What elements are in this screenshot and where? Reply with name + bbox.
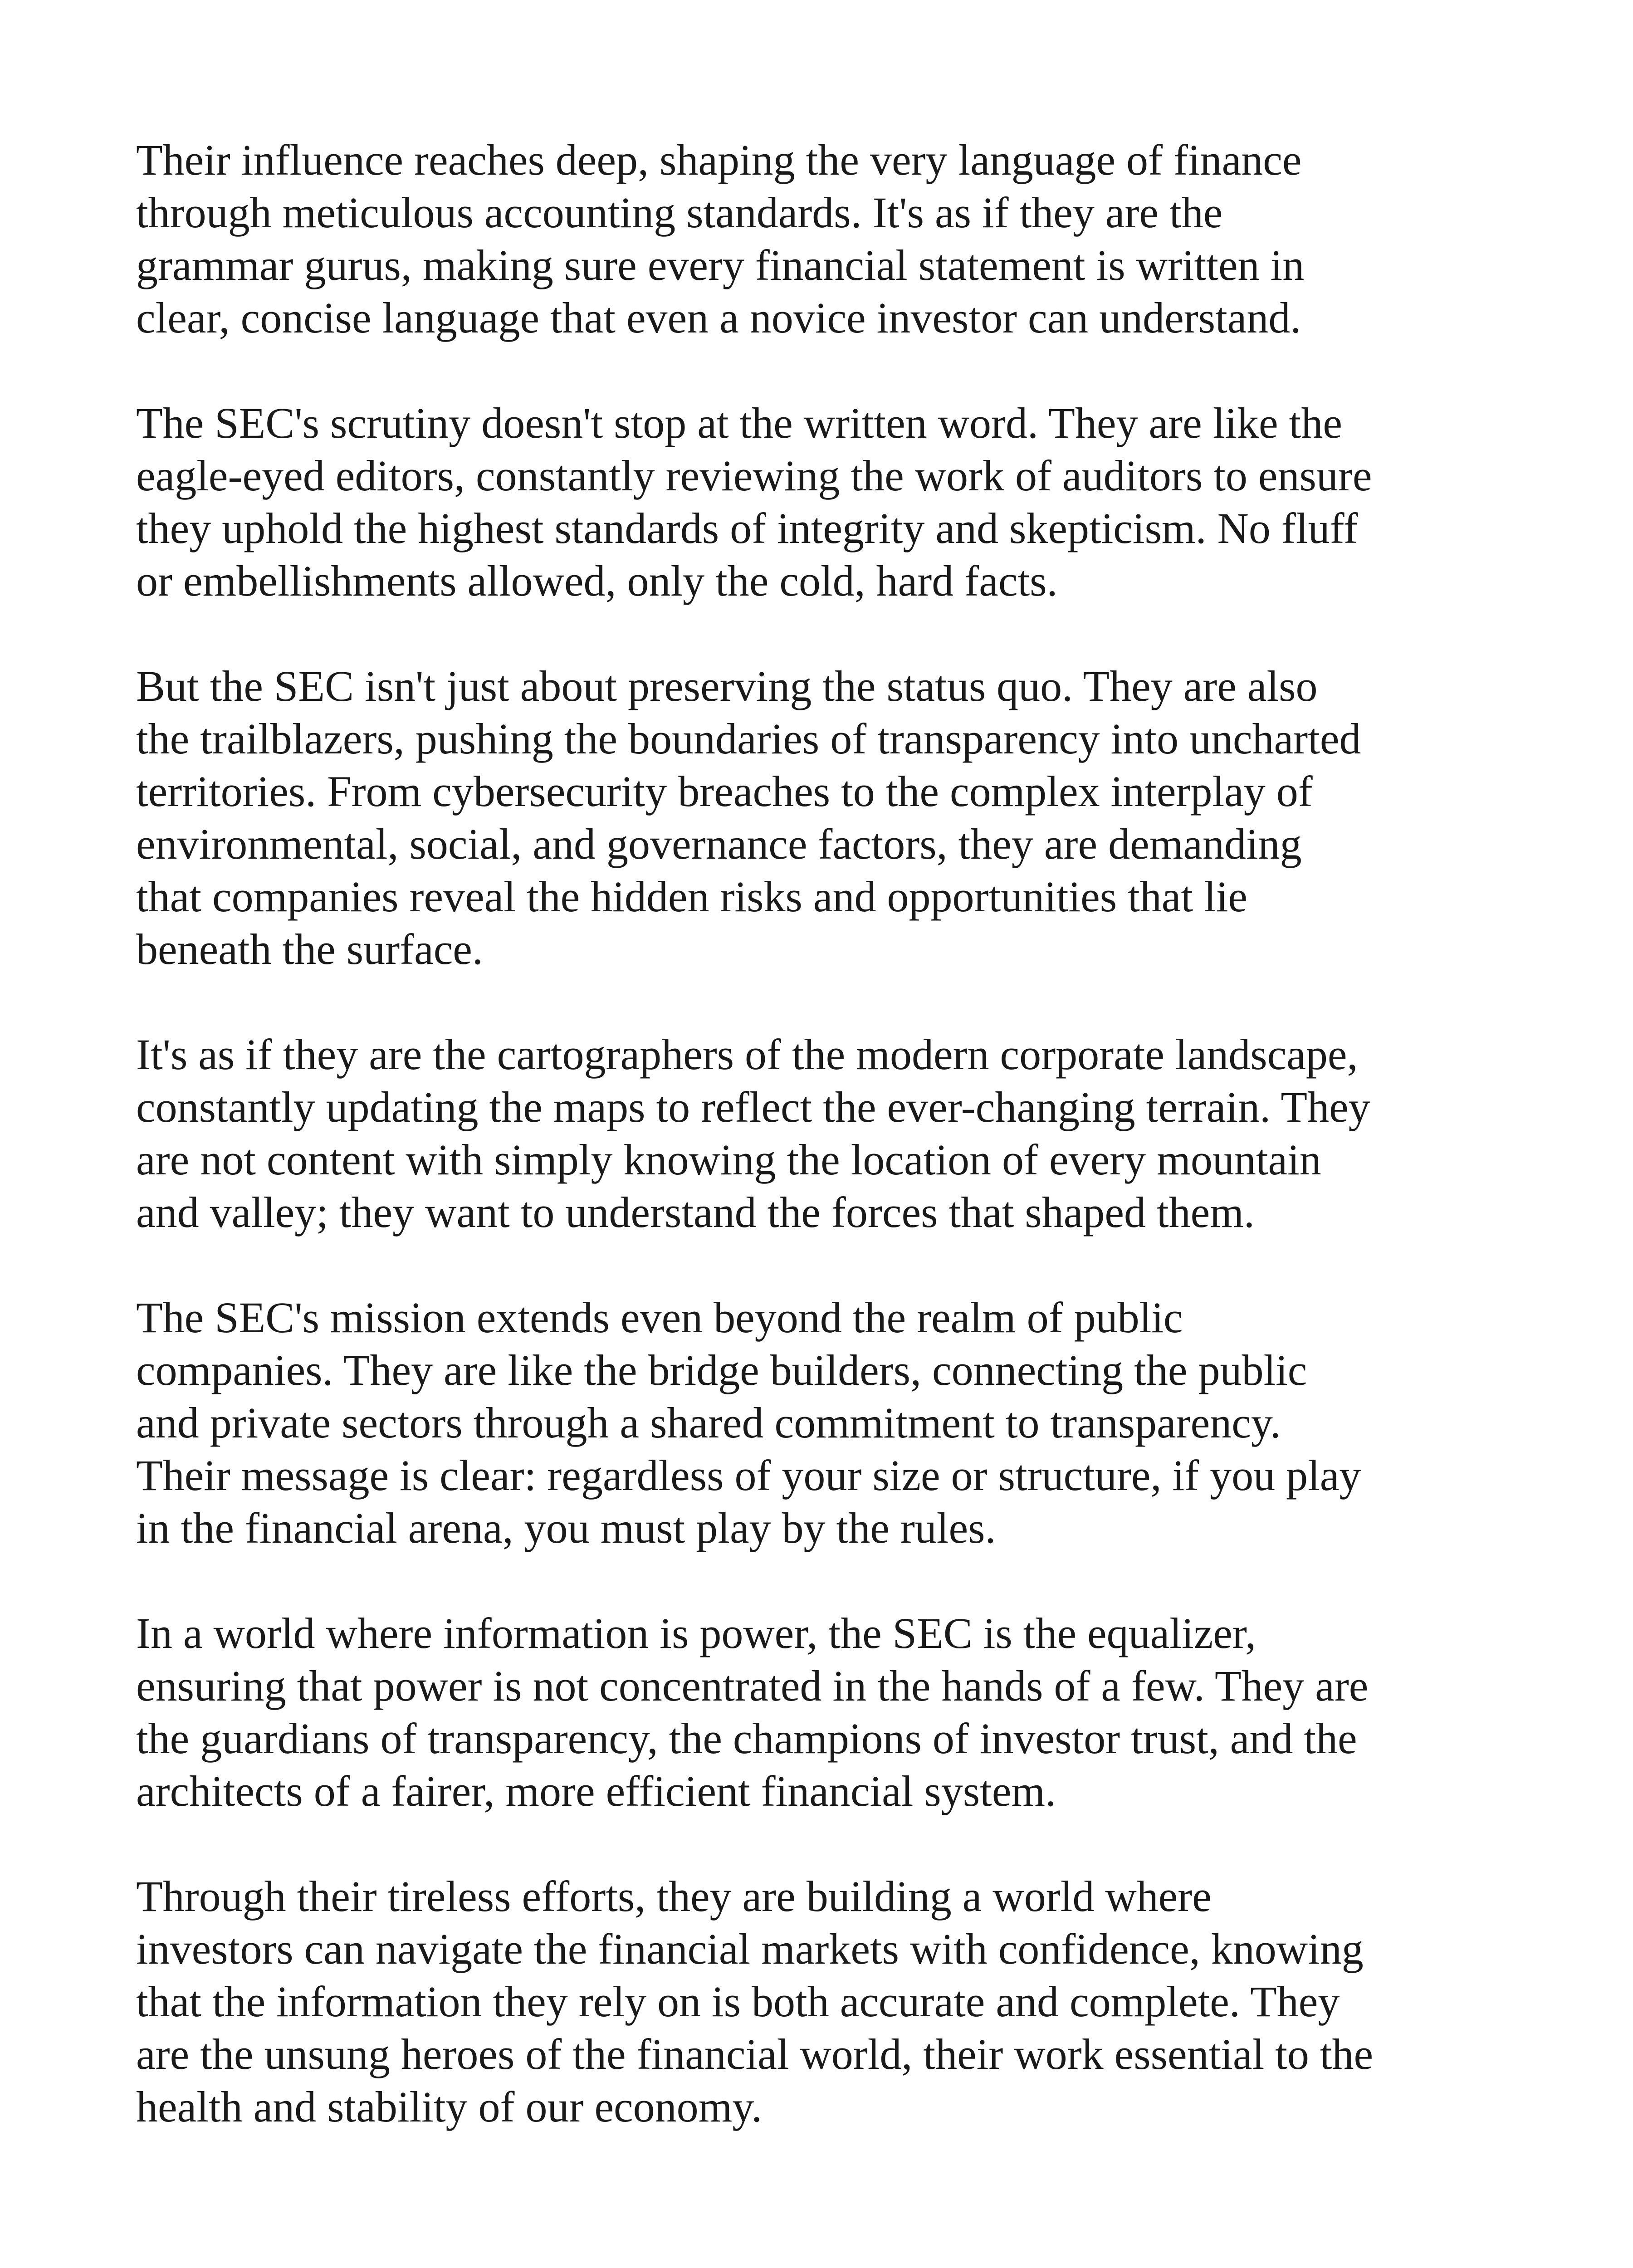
paragraph	[136, 1028, 1452, 1239]
text-line: health and stability of our economy.	[136, 2082, 763, 2131]
text-line: companies. They are like the bridge builders, connecting the public	[136, 1346, 1307, 1394]
text-line: that companies reveal the hidden risks and opportunities that lie	[136, 872, 1248, 921]
text-line: they uphold the highest standards of integrity and skepticism. No fluff	[136, 504, 1358, 552]
text-line: and private sectors through a shared commitment to transparency.	[136, 1398, 1281, 1447]
text-line: In a world where information is power, the SEC is the equalizer,	[136, 1609, 1256, 1657]
text-line: architects of a fairer, more efficient financial system.	[136, 1767, 1056, 1815]
text-line: Their message is clear: regardless of your size or structure, if you play	[136, 1451, 1361, 1500]
text-line: are the unsung heroes of the financial world, their work essential to the	[136, 2030, 1374, 2078]
text-line: eagle-eyed editors, constantly reviewing the work of auditors to ensure	[136, 451, 1372, 500]
text-line: are not content with simply knowing the location of every mountain	[136, 1135, 1321, 1184]
text-line: The SEC's mission extends even beyond the realm of public	[136, 1293, 1183, 1342]
text-line: environmental, social, and governance factors, they are demanding	[136, 820, 1302, 868]
text-line: in the financial arena, you must play by the rules.	[136, 1504, 996, 1552]
text-line: But the SEC isn't just about preserving the status quo. They are also	[136, 662, 1318, 710]
paragraph	[136, 134, 1452, 344]
paragraph	[136, 1607, 1452, 1818]
text-line: constantly updating the maps to reflect the ever-changing terrain. They	[136, 1083, 1370, 1131]
text-line: ensuring that power is not concentrated in the hands of a few. They are	[136, 1662, 1369, 1710]
text-line: through meticulous accounting standards. It's as if they are the	[136, 188, 1223, 237]
text-line: grammar gurus, making sure every financial statement is written in	[136, 241, 1305, 289]
text-line: The SEC's scrutiny doesn't stop at the written word. They are like the	[136, 399, 1342, 447]
text-line: Through their tireless efforts, they are building a world where	[136, 1872, 1212, 1921]
text-line: clear, concise language that even a novice investor can understand.	[136, 293, 1301, 342]
text-line: the guardians of transparency, the champions of investor trust, and the	[136, 1714, 1357, 1763]
body-text	[136, 134, 1452, 2133]
text-line: or embellishments allowed, only the cold, hard facts.	[136, 557, 1058, 605]
text-line: territories. From cybersecurity breaches to the complex interplay of	[136, 767, 1313, 816]
text-line: It's as if they are the cartographers of the modern corporate landscape,	[136, 1030, 1358, 1079]
text-line: the trailblazers, pushing the boundaries of transparency into uncharted	[136, 714, 1361, 763]
text-line: beneath the surface.	[136, 925, 483, 973]
text-line: Their influence reaches deep, shaping the very language of finance	[136, 136, 1302, 184]
text-line: that the information they rely on is both accurate and complete. They	[136, 1977, 1340, 2026]
paragraph	[136, 1291, 1452, 1554]
paragraph	[136, 660, 1452, 976]
paragraph	[136, 397, 1452, 607]
text-line: and valley; they want to understand the forces that shaped them.	[136, 1188, 1255, 1237]
text-line: investors can navigate the financial markets with confidence, knowing	[136, 1925, 1364, 1973]
paragraph	[136, 1870, 1452, 2133]
